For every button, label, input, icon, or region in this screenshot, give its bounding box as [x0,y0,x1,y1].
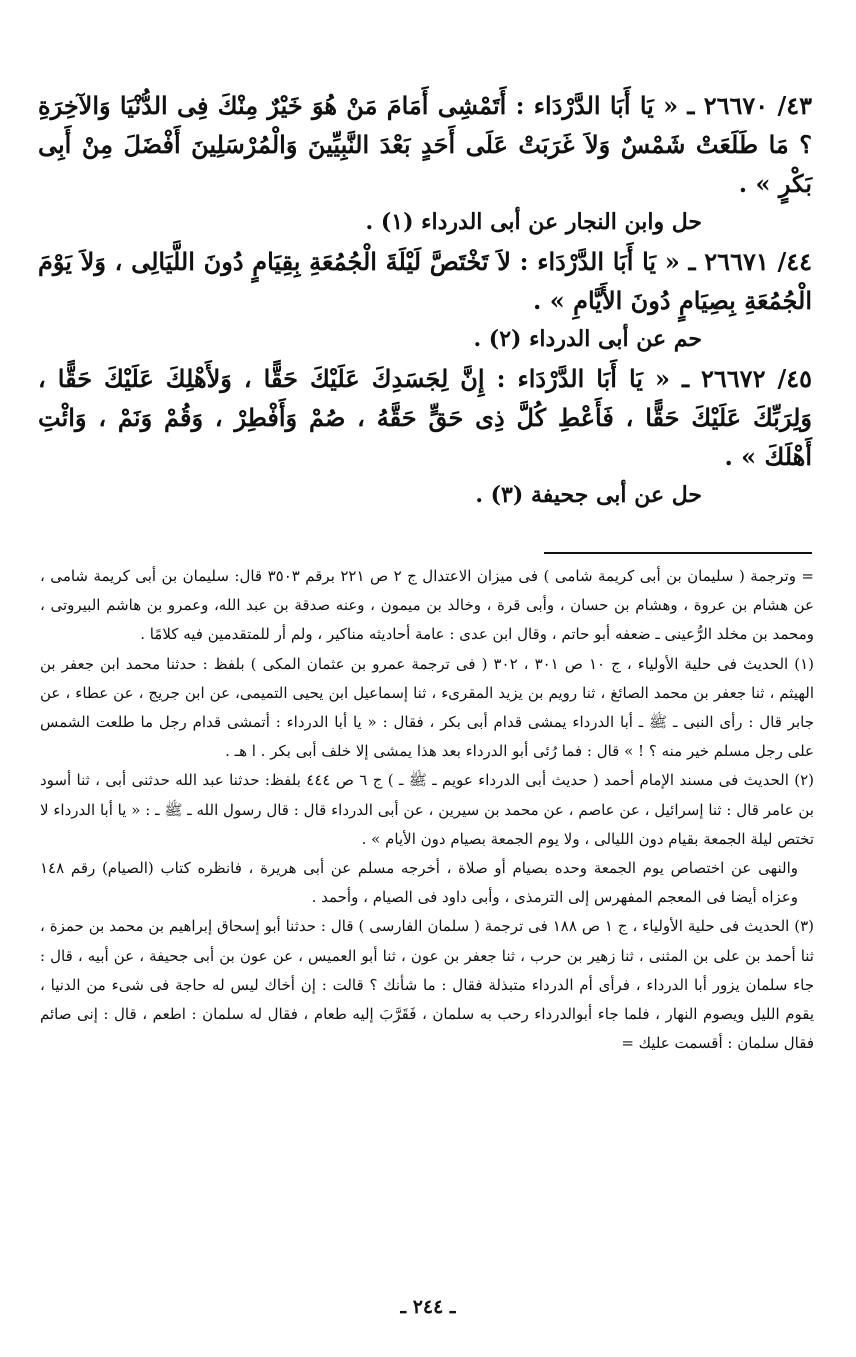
footnote-2-continuation: والنهى عن اختصاص يوم الجمعة وحده بصيام أو صلاة ، أخرجه مسلم عن أبى هريرة ، فانظره كتاب (الصيام) رقم ١٤٨ وعزاه أيضا فى المعجم المفهرس إلى الترمذى ، وأبى داود فى الصيام ، وأحمد . [40,859,798,907]
hadith-43-source: حل وابن النجار عن أبى الدرداء (١) . [365,209,702,235]
footnote-separator [544,552,812,554]
hadith-text [38,86,812,515]
hadith-44: ٤٤/ ٢٦٦٧١ ـ « يَا أَبَا الدَّرْدَاء : لاَ تَخْتَصَّ لَيْلَةَ الْجُمُعَةِ بِقِيَامٍ دُونَ اللَّيَالِى ، وَلاَ يَوْمَ الْجُمُعَةِ بِصِيَامٍ دُونَ الأَيَّامِ » . [38,247,812,315]
hadith-45-source: حل عن أبى جحيفة (٣) . [475,482,702,508]
page-number: ـ ٢٤٤ ـ [400,1296,456,1318]
hadith-43: ٤٣/ ٢٦٦٧٠ ـ « يَا أَبَا الدَّرْدَاء : أَتَمْشِى أَمَامَ مَنْ هُوَ خَيْرٌ مِنْكَ فِى الدُّنْيَا وَالآخِرَةِ ؟ مَا طَلَعَتْ شَمْسٌ وَلاَ غَرَبَتْ عَلَى أَحَدٍ بَعْدَ النَّبِيِّينَ وَالْمُرْسَلِينَ أَفْضَلَ مِنْ أَبِى بَكْرٍ » . [38,91,812,198]
footnote-continued: = وترجمة ( سليمان بن أبى كريمة شامى ) فى ميزان الاعتدال ج ٢ ص ٢٢١ برقم ٣٥٠٣ قال: سليمان بن أبى كريمة شامى ، عن هشام بن عروة ، وهشام بن حسان ، وأبى قرة ، وخالد بن ميمون ، وعنه صدقة بن عبد الله، وعمرو بن هاشم البيروتى ، ومحمد بن مخلد الرُّعينى ـ ضعفه أبو حاتم ، وقال ابن عدى : عامة أحاديثه مناكير ، ولم أر للمتقدمين فيه كلامًا . [40,567,814,644]
footnotes [40,562,814,1058]
footnote-2: (٢) الحديث فى مسند الإمام أحمد ( حديث أبى الدرداء عويم ـ ﷺ ـ ) ج ٦ ص ٤٤٤ بلفظ: حدثنا عبد الله حدثنى أبى ، ثنا أسود بن عامر قال : ثنا إسرائيل ، عن عاصم ، عن محمد بن سيرين ، عن أبى الدرداء قال : قال رسول الله ـ ﷺ ـ : « يا أبا الدرداء لا تختص ليلة الجمعة بقيام دون الليالى ، ولا يوم الجمعة بصيام دون الأيام » . [40,771,815,848]
hadith-45: ٤٥/ ٢٦٦٧٢ ـ « يَا أَبَا الدَّرْدَاء : إِنَّ لِجَسَدِكَ عَلَيْكَ حَقًّا ، وَلأَهْلِكَ عَلَيْكَ حَقًّا ، وَلِرَبِّكَ عَلَيْكَ حَقًّا ، فَأَعْطِ كُلَّ ذِى حَقٍّ حَقَّهُ ، صُمْ وَأَفْطِرْ ، وَقُمْ وَنَمْ ، وَائْتِ أَهْلَكَ » . [38,364,813,471]
footnote-1: (١) الحديث فى حلية الأولياء ، ج ١٠ ص ٣٠١ ، ٣٠٢ ( فى ترجمة عمرو بن عثمان المكى ) بلفظ : حدثنا محمد ابن جعفر بن الهيثم ، ثنا جعفر بن محمد الصائغ ، ثنا رويم بن يزيد المقرىء ، ثنا إسماعيل ابن يحيى التميمى، عن ابن جريج ، عن عطاء ، عن جابر قال : رأى النبى ـ ﷺ ـ أبا الدرداء يمشى قدام أبى بكر ، فقال : « يا أبا الدرداء : أتمشى قدام رجل ما طلعت الشمس على رجل مسلم خير منه ؟ ! » قال : فما رُئى أبو الدرداء بعد هذا يمشى إلا خلف أبى بكر . ا هـ . [40,654,814,761]
hadith-44-source: حم عن أبى الدرداء (٢) . [473,326,702,352]
footnote-3: (٣) الحديث فى حلية الأولياء ، ج ١ ص ١٨٨ فى ترجمة ( سلمان الفارسى ) قال : حدثنا أبو إسحاق إبراهيم بن محمد بن حمزة ، ثنا أحمد بن على بن المثنى ، ثنا زهير بن حرب ، ثنا جعفر بن عون ، ثنا أبو العميس ، عن عون بن أبى جحيفة ، عن أبيه ، قال : جاء سلمان يزور أبا الدرداء ، فرأى أم الدرداء متبذلة فقال : ما شأنك ؟ قالت : إن أخاك ليس له حاجة فى شىء من الدنيا ، يقوم الليل ويصوم النهار ، فلما جاء أبوالدرداء رحب به سلمان ، فَقَرَّبَ إليه طعام ، فقال له سلمان : اطعم ، قال : إنى صائم فقال سلمان : أقسمت عليك = [40,917,815,1053]
